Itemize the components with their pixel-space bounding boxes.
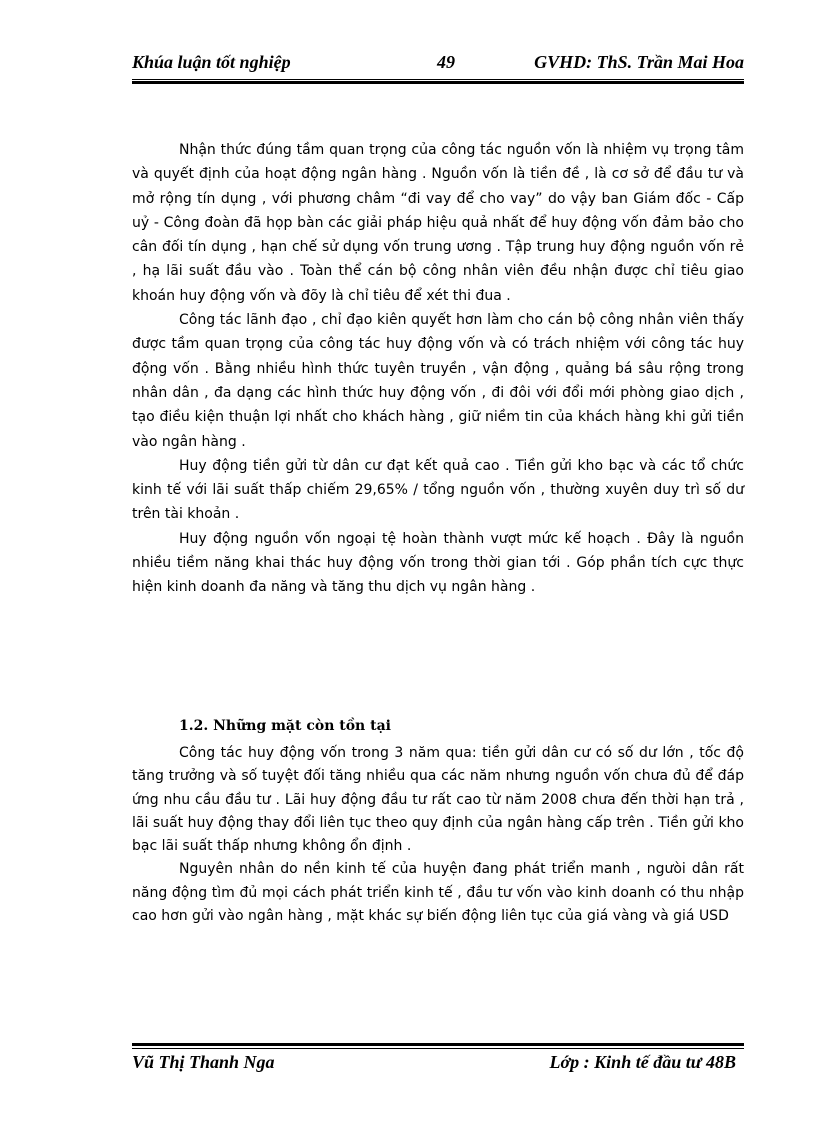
paragraph: Nguyên nhân do nền kinh tế của huyện đang phát triển manh , ngưòi dân rất năng động tìm đủ mọi cách phát triển kinh tế , đầu tư vốn vào kinh doanh có thu nhập cao hơn gửi vào ngân hàng , mặt khác sự biến động liên tục của giá vàng và giá USD (132, 861, 744, 925)
body-section-top (132, 138, 744, 600)
paragraph: Huy động tiền gửi từ dân cư đạt kết quả cao . Tiền gửi kho bạc và các tổ chức kinh tế với lãi suất thấp chiếm 29,65% / tổng nguồn vốn , thường xuyên duy trì số dư trên tài khoản . (132, 457, 744, 523)
footer-class: Lớp : Kinh tế đầu tư 48B (549, 1052, 736, 1072)
footer-author: Vũ Thị Thanh Nga (132, 1052, 275, 1072)
paragraph: Huy động nguồn vốn ngoại tệ hoàn thành vượt mức kế hoạch . Đây là nguồn nhiều tiềm năng khai thác huy động vốn trong thời gian tới . Góp phần tích cực thực hiện kinh doanh đa năng và tăng thu dịch vụ ngân hàng . (132, 530, 744, 596)
section-heading: 1.2. Những mặt còn tồn tại (179, 718, 391, 734)
footer-rule-thick (132, 1043, 744, 1046)
header-thesis-title: Khúa luận tốt nghiệp (132, 52, 291, 72)
footer-rule-thin (132, 1048, 744, 1049)
header-page-number: 49 (437, 52, 455, 72)
page-header (132, 52, 744, 76)
paragraph: Công tác lãnh đạo , chỉ đạo kiên quyết hơn làm cho cán bộ công nhân viên thấy được tầm quan trọng của công tác huy động vốn và có trách nhiệm với công tác huy động vốn . Bằng nhiều hình thức tuyên truyền , vận động , quảng bá sâu rộng trong nhân dân , đa dạng các hình thức huy động vốn , đi đôi với đổi mới phòng giao dịch , tạo điều kiện thuận lợi nhất cho khách hàng , giữ niềm tin của khách hàng khi gửi tiền vào ngân hàng . (132, 312, 744, 450)
header-supervisor: GVHD: ThS. Trần Mai Hoa (534, 52, 744, 72)
body-section-bottom (132, 742, 744, 928)
paragraph: Nhận thức đúng tầm quan trọng của công tác nguồn vốn là nhiệm vụ trọng tâm và quyết định của hoạt động ngân hàng . Nguồn vốn là tiền đề , là cơ sở để đầu tư và mở rộng tín dụng , với phương châm “đi vay để cho vay” do vậy ban Giám đốc - Cấp uỷ - Công đoàn đã họp bàn các giải pháp hiệu quả nhất để huy động vốn đảm bảo cho cân đối tín dụng , hạn chế sử dụng vốn trung ương . Tập trung huy động nguồn vốn rẻ , hạ lãi suất đầu vào . Toàn thể cán bộ công nhân viên đều nhận được chỉ tiêu giao khoán huy động vốn và đõy là chỉ tiêu để xét thi đua . (132, 142, 744, 304)
paragraph: Công tác huy động vốn trong 3 năm qua: tiền gửi dân cư có số dư lớn , tốc độ tăng trưởng và số tuyệt đối tăng nhiều qua các năm nhưng nguồn vốn chưa đủ để đáp ứng nhu cầu đầu tư . Lãi huy động đầu tư rất cao từ năm 2008 chưa đến thời hạn trả , lãi suất huy động thay đổi liên tục theo quy định của ngân hàng cấp trên . Tiền gửi kho bạc lãi suất thấp nhưng không ổn định . (132, 745, 744, 855)
header-rule-thin (132, 79, 744, 80)
page-footer (132, 1052, 744, 1076)
header-rule-thick (132, 81, 744, 84)
